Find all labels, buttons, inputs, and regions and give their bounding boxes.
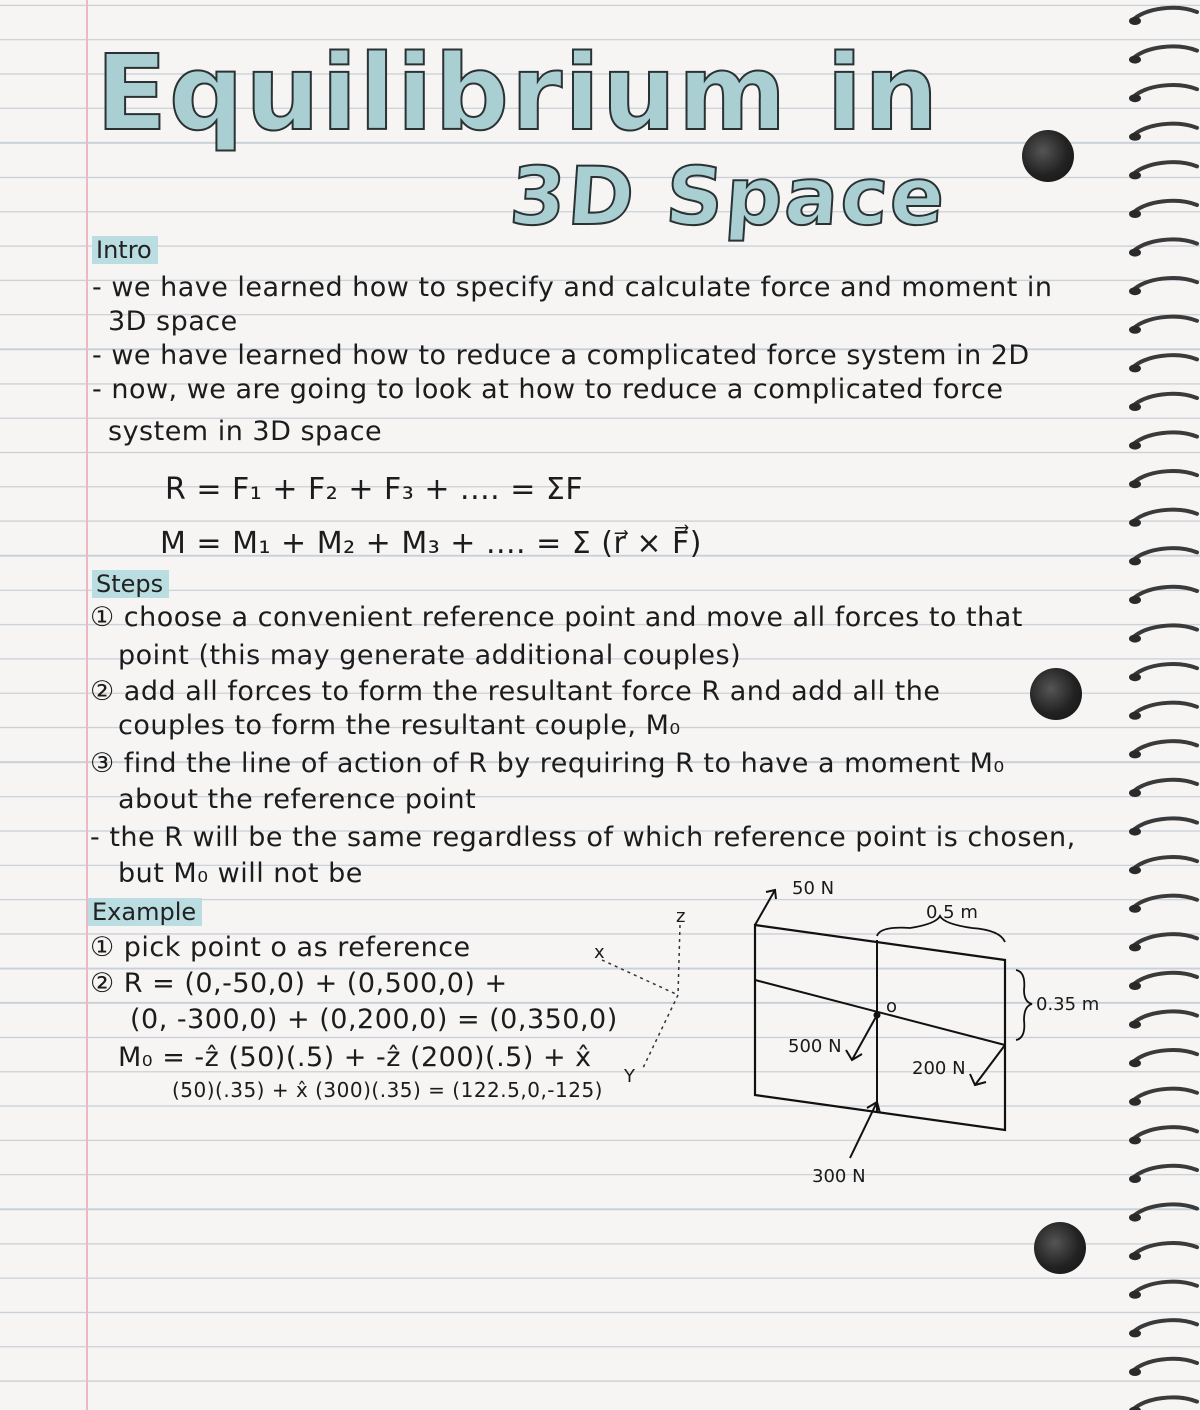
intro-line-4: - now, we are going to look at how to reduce a complicated force <box>92 374 1004 405</box>
x-axis-label: x <box>594 942 605 963</box>
spiral-coil <box>1133 239 1197 251</box>
margin-line <box>86 0 88 1410</box>
example-line-2: ② R = (0,-50,0) + (0,500,0) + <box>90 968 508 999</box>
spiral-hole <box>1129 943 1141 951</box>
plate-outline <box>755 925 1005 1130</box>
spiral-coil <box>1133 741 1197 753</box>
spiral-hole <box>1129 1021 1141 1029</box>
spiral-coil <box>1133 124 1197 136</box>
spiral-coil <box>1133 857 1197 869</box>
spiral-coil <box>1133 1204 1197 1216</box>
example-heading: Example <box>88 898 202 926</box>
punch-hole <box>1034 1222 1086 1274</box>
spiral-coil <box>1133 8 1197 20</box>
spiral-coil <box>1133 471 1197 483</box>
steps-line-7: - the R will be the same regardless of which reference point is chosen, <box>90 822 1076 853</box>
spiral-coil <box>1133 46 1197 58</box>
spiral-hole <box>1129 94 1141 102</box>
spiral-hole <box>1129 171 1141 179</box>
intro-line-3: - we have learned how to reduce a complicated force system in 2D <box>92 340 1030 371</box>
intro-line-5: system in 3D space <box>108 416 383 447</box>
spiral-coil <box>1133 1050 1197 1062</box>
z-axis-label: z <box>676 906 686 927</box>
spiral-hole <box>1129 905 1141 913</box>
spiral-hole <box>1129 1175 1141 1183</box>
steps-line-1: ① choose a convenient reference point and move all forces to that <box>90 602 1023 633</box>
spiral-coil <box>1133 278 1197 290</box>
reference-point-label: o <box>886 996 898 1017</box>
force-300n-label: 300 N <box>812 1166 866 1187</box>
spiral-hole <box>1129 1214 1141 1222</box>
spiral-hole <box>1129 1329 1141 1337</box>
spiral-coil <box>1133 510 1197 522</box>
steps-line-4: couples to form the resultant couple, M₀ <box>118 710 681 741</box>
spiral-coil <box>1133 85 1197 97</box>
spiral-hole <box>1129 1291 1141 1299</box>
spiral-hole <box>1129 403 1141 411</box>
spiral-hole <box>1129 519 1141 527</box>
spiral-coil <box>1133 780 1197 792</box>
intro-heading: Intro <box>92 236 158 264</box>
spiral-hole <box>1129 56 1141 64</box>
spiral-hole <box>1129 789 1141 797</box>
spiral-hole <box>1129 287 1141 295</box>
spiral-coil <box>1133 1011 1197 1023</box>
title-line-2: 3D Space <box>506 150 950 243</box>
steps-line-8: but M₀ will not be <box>118 858 363 889</box>
intro-line-2: 3D space <box>108 306 238 337</box>
z-axis-line <box>678 925 680 995</box>
punch-hole <box>1030 668 1082 720</box>
spiral-hole <box>1129 750 1141 758</box>
spiral-coil <box>1133 587 1197 599</box>
spiral-coil <box>1133 1127 1197 1139</box>
height-brace <box>1016 970 1032 1040</box>
spiral-coil <box>1133 1089 1197 1101</box>
spiral-hole <box>1129 210 1141 218</box>
example-line-5: (50)(.35) + x̂ (300)(.35) = (122.5,0,-125) <box>172 1078 603 1102</box>
spiral-coil <box>1133 162 1197 174</box>
spiral-coil <box>1133 818 1197 830</box>
y-axis-line <box>642 995 678 1070</box>
spiral-coil <box>1133 1397 1197 1409</box>
force-500n-label: 500 N <box>788 1036 842 1057</box>
steps-line-5: ③ find the line of action of R by requiring R to have a moment M₀ <box>90 748 1005 779</box>
equation-resultant: R = F₁ + F₂ + F₃ + .... = ΣF <box>165 472 584 507</box>
punch-hole <box>1022 130 1074 182</box>
force-500n-arrow <box>852 1015 877 1060</box>
spiral-coil <box>1133 973 1197 985</box>
title-line-1: Equilibrium in <box>96 32 941 154</box>
spiral-coil <box>1133 317 1197 329</box>
spiral-hole <box>1129 712 1141 720</box>
spiral-coil <box>1133 1243 1197 1255</box>
steps-line-6: about the reference point <box>118 784 477 815</box>
spiral-coil <box>1133 548 1197 560</box>
spiral-hole <box>1129 1368 1141 1376</box>
force-200n-label: 200 N <box>912 1058 966 1079</box>
spiral-coil <box>1133 1359 1197 1371</box>
spiral-coil <box>1133 201 1197 213</box>
spiral-coil <box>1133 394 1197 406</box>
spiral-coil <box>1133 625 1197 637</box>
spiral-hole <box>1129 635 1141 643</box>
spiral-hole <box>1129 133 1141 141</box>
example-diagram <box>580 870 1120 1200</box>
spiral-hole <box>1129 1252 1141 1260</box>
spiral-coil <box>1133 703 1197 715</box>
spiral-hole <box>1129 866 1141 874</box>
example-line-4: M₀ = -ẑ (50)(.5) + -ẑ (200)(.5) + x̂ <box>118 1042 592 1073</box>
spiral-coil <box>1133 1320 1197 1332</box>
example-line-1: ① pick point o as reference <box>90 932 471 963</box>
spiral-hole <box>1129 673 1141 681</box>
spiral-hole <box>1129 364 1141 372</box>
spiral-binding <box>1125 0 1200 1410</box>
spiral-hole <box>1129 480 1141 488</box>
spiral-hole <box>1129 442 1141 450</box>
spiral-hole <box>1129 1136 1141 1144</box>
height-label: 0.35 m <box>1036 994 1100 1015</box>
spiral-coil <box>1133 896 1197 908</box>
spiral-hole <box>1129 1059 1141 1067</box>
spiral-coil <box>1133 432 1197 444</box>
spiral-coil <box>1133 934 1197 946</box>
force-50n-label: 50 N <box>792 878 835 899</box>
steps-line-2: point (this may generate additional couples) <box>118 640 742 671</box>
spiral-hole <box>1129 557 1141 565</box>
y-axis-label: Y <box>624 1066 635 1087</box>
steps-heading: Steps <box>92 570 169 598</box>
spiral-hole <box>1129 326 1141 334</box>
equation-moment: M = M₁ + M₂ + M₃ + .... = Σ (r⃗ × F⃗) <box>160 526 703 561</box>
spiral-hole <box>1129 17 1141 25</box>
spiral-coil <box>1133 1166 1197 1178</box>
spiral-hole <box>1129 828 1141 836</box>
steps-line-3: ② add all forces to form the resultant force R and add all the <box>90 676 941 707</box>
spiral-coil <box>1133 664 1197 676</box>
force-200n-arrow <box>975 1045 1005 1085</box>
spiral-coil <box>1133 355 1197 367</box>
spiral-hole <box>1129 1098 1141 1106</box>
spiral-hole <box>1129 982 1141 990</box>
width-label: 0.5 m <box>926 902 978 923</box>
intro-line-1: - we have learned how to specify and calculate force and moment in <box>92 272 1053 303</box>
x-axis-line <box>602 960 678 995</box>
spiral-hole <box>1129 596 1141 604</box>
spiral-coil <box>1133 1282 1197 1294</box>
example-line-3: (0, -300,0) + (0,200,0) = (0,350,0) <box>130 1004 618 1035</box>
spiral-hole <box>1129 249 1141 257</box>
force-50n-arrow <box>755 890 775 925</box>
